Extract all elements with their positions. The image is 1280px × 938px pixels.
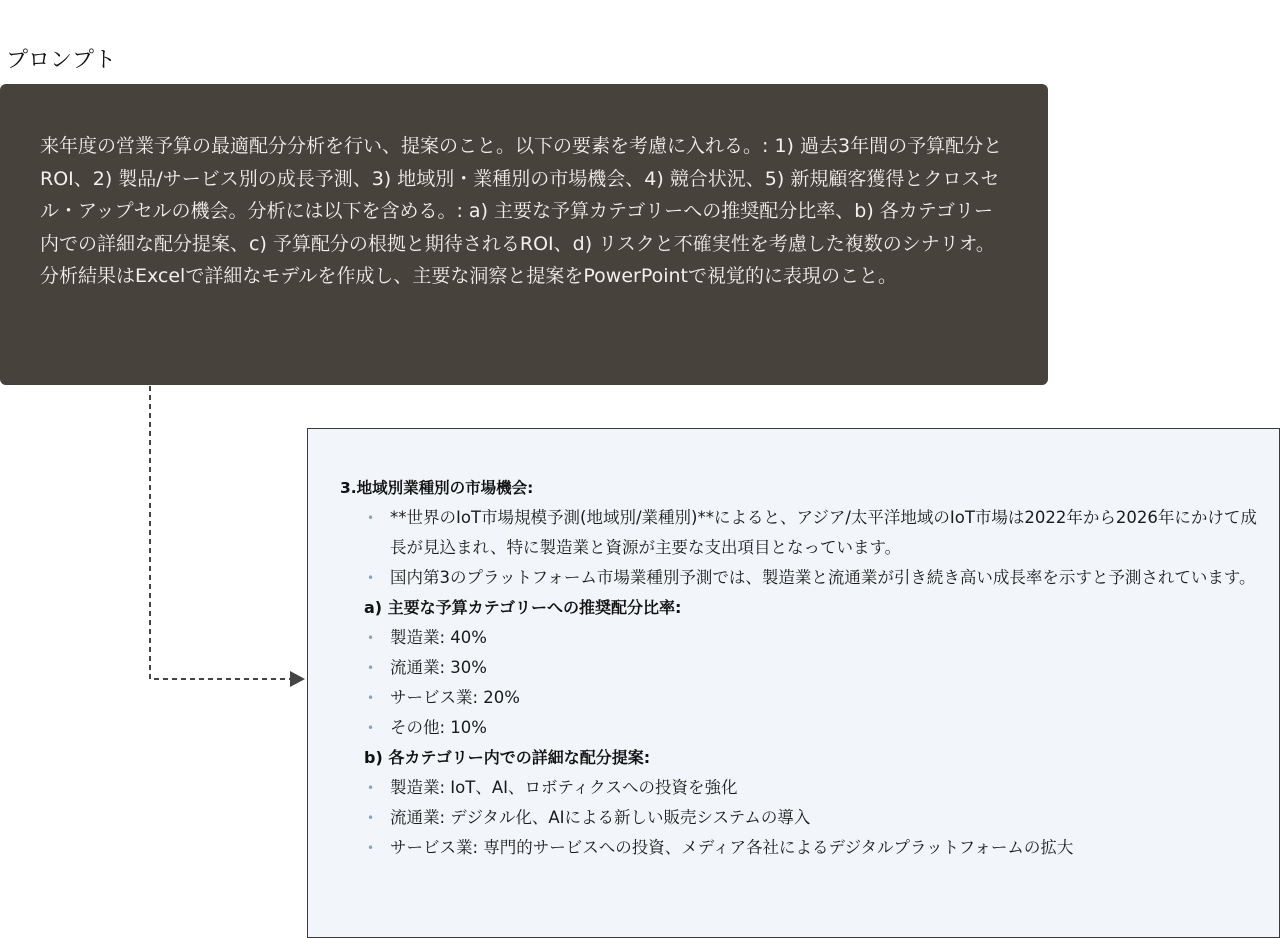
detail-heading: b) 各カテゴリー内での詳細な配分提案: — [364, 748, 651, 767]
list-item-text: サービス業: 20% — [390, 688, 520, 707]
connector-line — [150, 386, 292, 679]
bullet-icon: • — [367, 811, 375, 825]
bullet-icon: • — [367, 781, 375, 795]
bullet-icon: • — [367, 511, 375, 525]
list-item — [340, 773, 1260, 803]
list-item — [340, 713, 1260, 743]
list-item-text: その他: 10% — [390, 718, 487, 737]
allocation-heading: a) 主要な予算カテゴリーへの推奨配分比率: — [364, 598, 682, 617]
list-item — [340, 653, 1260, 683]
allocation-list — [340, 623, 1260, 743]
list-item — [340, 563, 1260, 593]
list-item-text: 製造業: IoT、AI、ロボティクスへの投資を強化 — [390, 778, 738, 797]
list-item — [340, 833, 1260, 863]
market-opportunity-heading: 3.地域別業種別の市場機会: — [340, 479, 534, 497]
list-item-text: 国内第3のプラットフォーム市場業種別予測では、製造業と流通業が引き続き高い成長率を示すと予測されています。 — [390, 568, 1256, 587]
list-item-text: 製造業: 40% — [390, 628, 487, 647]
response-panel — [307, 428, 1280, 938]
bullet-icon: • — [367, 631, 375, 645]
bullet-icon: • — [367, 691, 375, 705]
list-item — [340, 503, 1260, 563]
market-points-list — [340, 503, 1260, 593]
prompt-label: プロンプト — [6, 48, 117, 73]
list-item-text: 流通業: デジタル化、AIによる新しい販売システムの導入 — [390, 808, 811, 827]
list-item-text: サービス業: 専門的サービスへの投資、メディア各社によるデジタルプラットフォームの拡大 — [390, 838, 1074, 857]
list-item — [340, 623, 1260, 653]
bullet-icon: • — [367, 571, 375, 585]
prompt-text: 来年度の営業予算の最適配分分析を行い、提案のこと。以下の要素を考慮に入れる。: 1) 過去3年間の予算配分とROI、2) 製品/サービス別の成長予測、3) 地域別・業種別の市場機会、4) 競合状況、5) 新規顧客獲得とクロスセル・アップセルの機会。分析には以下を含める。: a) 主要な予算カテゴリーへの推奨配分比率、b) 各カテゴリー内での詳細な配分提案、c) 予算配分の根拠と期待されるROI、d) リスクと不確実性を考慮した複数のシナリオ。分析結果はExcelで詳細なモデルを作成し、主要な洞察と提案をPowerPointで視覚的に表現のこと。 — [40, 135, 1003, 287]
connector-arrow — [0, 0, 320, 700]
bullet-icon: • — [367, 661, 375, 675]
list-item-text: **世界のIoT市場規模予測(地域別/業種別)**によると、アジア/太平洋地域のIoT市場は2022年から2026年にかけて成長が見込まれ、特に製造業と資源が主要な支出項目となっています。 — [390, 508, 1257, 557]
response-content — [340, 473, 1260, 863]
connector-arrowhead — [290, 671, 305, 687]
list-item — [340, 683, 1260, 713]
detail-list — [340, 773, 1260, 863]
bullet-icon: • — [367, 721, 375, 735]
list-item-text: 流通業: 30% — [390, 658, 487, 677]
list-item — [340, 803, 1260, 833]
bullet-icon: • — [367, 841, 375, 855]
